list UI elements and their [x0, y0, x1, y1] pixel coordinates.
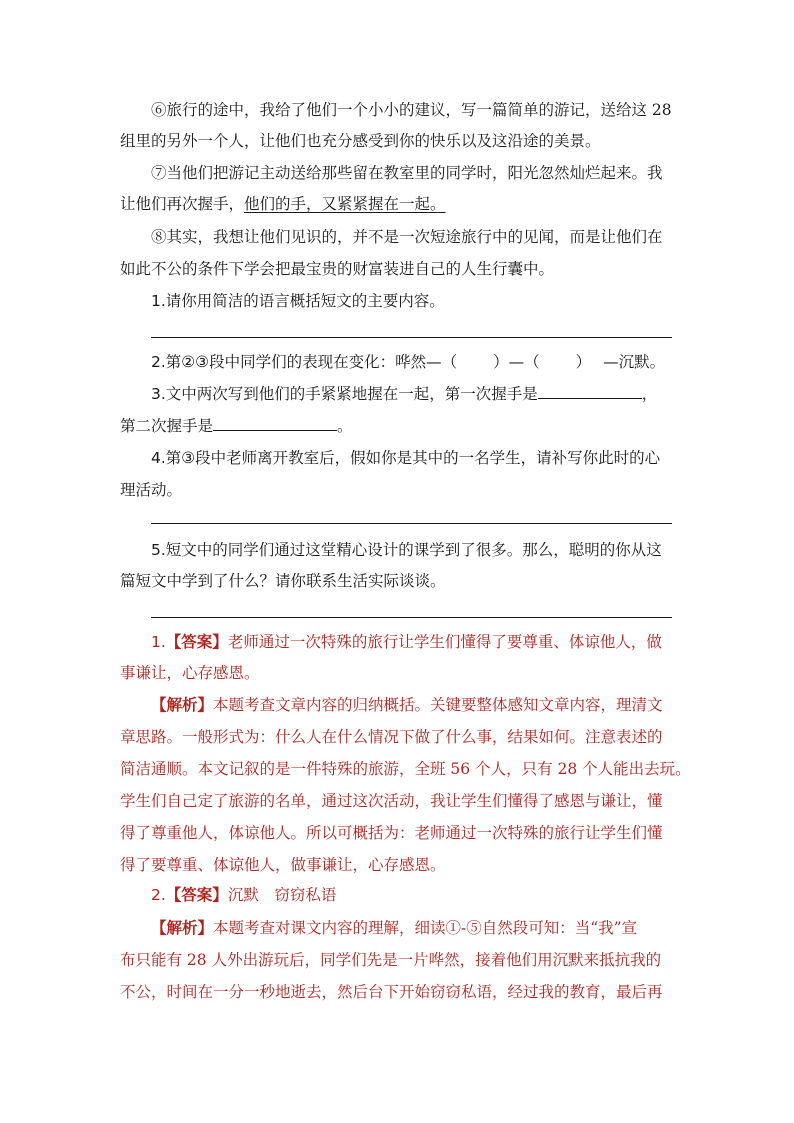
answer-1-line-1 — [151, 632, 662, 652]
analysis-2-text: 本题考查对课文内容的理解，细读①-⑤自然段可知：当“我”宣 — [213, 919, 638, 937]
paragraph-7-plain-text: 让他们再次握手， — [120, 195, 245, 213]
question-3-line-1 — [151, 384, 657, 404]
underlined-sentence: 他们的手，又紧紧握在一起。 — [244, 195, 446, 213]
answer-tag: 【答案】 — [165, 633, 228, 651]
blank-3b[interactable] — [213, 416, 337, 431]
answer-2-line-1 — [151, 885, 336, 905]
answer-1-text: 老师通过一次特殊的旅行让学生们懂得了要尊重、体谅他人，做 — [227, 633, 662, 651]
question-2-text: 2.第②③段中同学们的表现在变化：哗然—（ — [151, 353, 458, 371]
analysis-1-line-6: 得了要尊重、体谅他人，做事谦让，心存感恩。 — [120, 856, 446, 874]
analysis-2-line-2: 布只能有 28 人外出游玩后，同学们先是一片哗然，接着他们用沉默来抵抗我的 — [120, 951, 662, 969]
analysis-1-line-1 — [151, 695, 663, 715]
question-2-end: —沉默。 — [603, 353, 666, 371]
question-4-line-2: 理活动。 — [120, 481, 183, 499]
answer-1-number: 1. — [151, 633, 166, 651]
answer-line-4[interactable] — [151, 523, 672, 524]
answer-line-1[interactable] — [151, 337, 672, 338]
analysis-1-text: 本题考查文章内容的归纳概括。关键要整体感知文章内容，理清文 — [213, 696, 663, 714]
analysis-1-line-5: 得了尊重他人，体谅他人。所以可概括为：老师通过一次特殊的旅行让学生们懂 — [120, 824, 663, 842]
analysis-1-line-2: 章思路。一般形式为：什么人在什么情况下做了什么事，结果如何。注意表述的 — [120, 728, 663, 746]
question-4-line-1: 4.第③段中老师离开教室后，假如你是其中的一名学生，请补写你此时的心 — [151, 449, 661, 467]
analysis-2-line-3: 不公，时间在一分一秒地逝去，然后台下开始窃窃私语，经过我的教育，最后再 — [120, 983, 663, 1001]
paragraph-6-line-1: ⑥旅行的途中，我给了他们一个小小的建议，写一篇简单的游记，送给这 28 — [151, 101, 672, 119]
paragraph-8-line-2: 如此不公的条件下学会把最宝贵的财富装进自己的人生行囊中。 — [120, 260, 555, 278]
question-2 — [151, 352, 665, 372]
question-5-line-1: 5.短文中的同学们通过这堂精心设计的课学到了很多。那么，聪明的你从这 — [151, 541, 662, 559]
answer-line-5[interactable] — [151, 617, 672, 618]
question-1: 1.请你用简洁的语言概括短文的主要内容。 — [151, 292, 445, 310]
blank-3a[interactable] — [538, 384, 642, 399]
question-2-separator: ）—（ — [493, 353, 540, 371]
question-5-line-2: 篇短文中学到了什么？请你联系生活实际谈谈。 — [120, 572, 446, 590]
question-3-period: 。 — [337, 417, 353, 435]
paragraph-7-line-2 — [120, 194, 446, 214]
paragraph-8-line-1: ⑧其实，我想让他们见识的，并不是一次短途旅行中的见闻，而是让他们在 — [151, 228, 663, 246]
answer-tag: 【答案】 — [165, 886, 228, 904]
analysis-1-line-4: 学生们自己定了旅游的名单，通过这次活动，我让学生们懂得了感恩与谦让，懂 — [120, 792, 663, 810]
paragraph-6-line-2: 组里的另外一个人，让他们也充分感受到你的快乐以及这沿途的美景。 — [120, 132, 601, 150]
question-3-second: 第二次握手是 — [120, 417, 214, 435]
analysis-tag: 【解析】 — [151, 919, 214, 937]
answer-1-line-2: 事谦让，心存感恩。 — [120, 664, 260, 682]
question-2-close: ） — [575, 353, 592, 371]
analysis-tag: 【解析】 — [151, 696, 214, 714]
analysis-2-line-1 — [151, 918, 637, 938]
answer-2-number: 2. — [151, 886, 166, 904]
answer-2-text: 沉默 窃窃私语 — [227, 886, 337, 904]
analysis-1-line-3: 简洁通顺。本文记叙的是一件特殊的旅游，全班 56 个人，只有 28 个人能出去玩。 — [120, 760, 691, 778]
question-3-line-2 — [120, 416, 353, 436]
paragraph-7-line-1: ⑦当他们把游记主动送给那些留在教室里的同学时，阳光忽然灿烂起来。我 — [151, 164, 663, 182]
question-3-comma: ， — [641, 385, 658, 403]
question-3-text: 3.文中两次写到他们的手紧紧地握在一起，第一次握手是 — [151, 385, 538, 403]
